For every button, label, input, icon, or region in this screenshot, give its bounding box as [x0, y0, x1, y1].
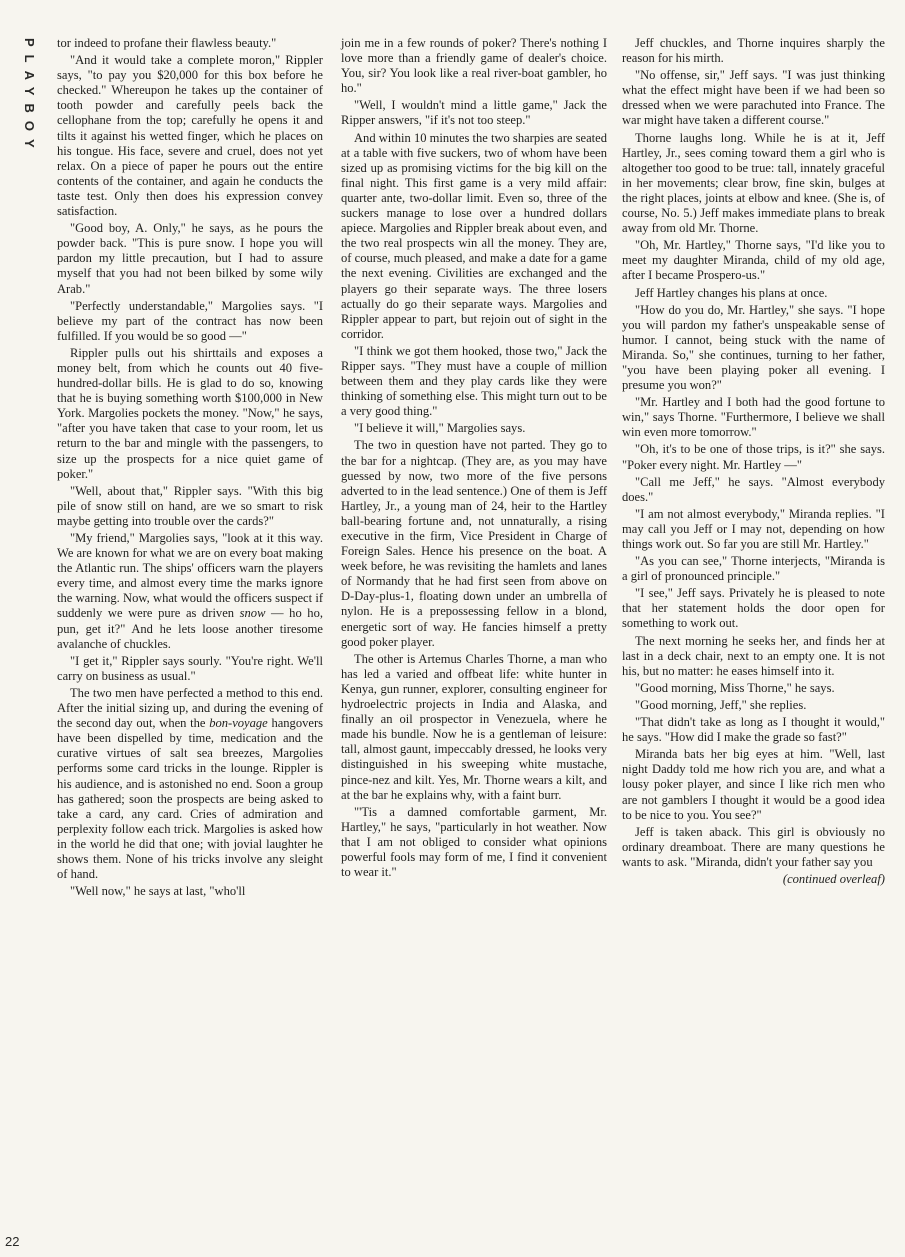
paragraph: "'Tis a damned comfortable garment, Mr. Hartley," he says, "particularly in hot weather. Now that I am not obliged to consider what opinions powerful fools may form of me, I find it convenient to wear it."	[341, 804, 607, 880]
paragraph: join me in a few rounds of poker? There's nothing I love more than a friendly game of dealer's choice. You, sir? You look like a real river-boat gambler, ho ho."	[341, 36, 607, 96]
page-number: 22	[5, 1234, 20, 1249]
paragraph: The two men have perfected a method to this end. After the initial sizing up, and during the evening of the second day out, when the bon-voyage hangovers have been dispelled by time, medication and the curative virtues of salt sea breezes, Margolies performs some card tricks in the lounge. Rippler is his audience, and is astonished no end. Soon a group has gathered; soon the prospects are being asked to take a card, any card. Cries of admiration and perplexity follow each trick. Margolies is asked how in the world he did that one; with jovial laughter he shows them. None of his tricks involve any sleight of hand.	[57, 685, 324, 882]
paragraph: tor indeed to profane their flawless beauty."	[57, 36, 277, 50]
paragraph: The next morning he seeks her, and finds her at last in a deck chair, next to an empty one. It is not his, but no matter: he eases himself into it.	[622, 633, 885, 678]
paragraph: "Well, I wouldn't mind a little game," Jack the Ripper answers, "if it's not too steep."	[341, 98, 607, 128]
paragraph: "I see," Jeff says. Privately he is pleased to note that her statement holds the door open for something to work out.	[622, 586, 885, 631]
paragraph: "Mr. Hartley and I both had the good fortune to win," says Thorne. "Furthermore, I believe we shall win even more tomorrow."	[622, 395, 885, 440]
paragraph: "That didn't take as long as I thought it would," he says. "How did I make the grade so fast?"	[622, 715, 885, 745]
paragraph: "Perfectly understandable," Margolies says. "I believe my part of the contract has now been fulfilled. If you would be so good —"	[57, 298, 323, 343]
paragraph: The two in question have not parted. They go to the bar for a nightcap. (They are, as you may have guessed by now, two more of the five persons adverted to in the lead sentence.) One of them is Jeff Hartley, Jr., a young man of 24, heir to the Hartley ball-bearing fortune and, not unnaturally, a rising executive in the firm, Vice President in Charge of Foreign Sales. Hence his presence on the boat. A week before, he was revisiting the hamlets and lanes of Normandy that he had first seen from above on D-Day-plus-1, floating down under an umbrella of nylon. He is a prepossessing fellow in a blond, energetic sort of way. He fancies himself a pretty good poker player.	[341, 438, 607, 649]
article-column-1	[57, 36, 323, 901]
paragraph: Miranda bats her big eyes at him. "Well, last night Daddy told me how rich you are, and what a lousy poker player, and since I like rich men who are not gamblers I thought it would be a good idea to be nice to you. You see?"	[622, 747, 885, 822]
paragraph: "Good morning, Miss Thorne," he says.	[635, 680, 835, 695]
article-column-2	[341, 36, 607, 882]
article-column-3	[622, 36, 885, 887]
paragraph: "How do you do, Mr. Hartley," she says. "I hope you will pardon my father's unspeakable sense of humor. I cannot, being stuck with the name of Miranda. So," she continues, turning to her father, "you have been playing poker all evening. I presume you won?"	[622, 302, 885, 393]
paragraph: "Oh, it's to be one of those trips, is it?" she says. "Poker every night. Mr. Hartley —"	[622, 442, 885, 472]
paragraph: "Good boy, A. Only," he says, as he pours the powder back. "This is pure snow. I hope you will pardon my little precaution, but I had to assure myself that you had not been bilked by some wily Arab."	[57, 221, 323, 296]
paragraph: "Good morning, Jeff," she replies.	[635, 697, 807, 712]
paragraph: "I believe it will," Margolies says.	[354, 421, 526, 436]
paragraph: "I get it," Rippler says sourly. "You're right. We'll carry on business as usual."	[57, 653, 323, 683]
paragraph: Jeff Hartley changes his plans at once.	[635, 285, 828, 300]
paragraph: "I am not almost everybody," Miranda replies. "I may call you Jeff or I may not, depending on how things work out. So far you are still Mr. Hartley."	[622, 506, 885, 551]
paragraph: "Oh, Mr. Hartley," Thorne says, "I'd like you to meet my daughter Miranda, child of my old age, after I became Prospero-us."	[622, 238, 885, 283]
paragraph: "Well, about that," Rippler says. "With this big pile of snow still on hand, are we so smart to risk maybe getting into trouble over the cards?"	[57, 483, 323, 528]
paragraph: "No offense, sir," Jeff says. "I was just thinking what the effect might have been if we had been so dressed when we were parachuted into France. The war might have taken a different course."	[622, 68, 885, 128]
paragraph: Thorne laughs long. While he is at it, Jeff Hartley, Jr., sees coming toward them a girl who is altogether too good to be true: tall, innately graceful in her movements; clear brow, fine skin, bulges at the right places, joints at elbow and knee. (She is, of course, No. 5.) Jeff makes immediate plans to break away from old Mr. Thorne.	[622, 130, 885, 236]
paragraph: "My friend," Margolies says, "look at it this way. We are known for what we are on every boat making the Atlantic run. The ships' officers warn the players every time, and almost every time the marks ignore the warning. Now, what would the officers suspect if suddenly we were pure as driven snow — ho ho, pun, get it?" And he lets loose another tiresome avalanche of chuckles.	[57, 531, 323, 651]
paragraph: "Call me Jeff," he says. "Almost everybody does."	[622, 474, 885, 504]
continued-overleaf-note: (continued overleaf)	[782, 871, 885, 886]
paragraph: Jeff is taken aback. This girl is obviously no ordinary dreamboat. There are many questions he wants to ask. "Miranda, didn't your father say you	[622, 824, 885, 869]
paragraph: The other is Artemus Charles Thorne, a man who has led a varied and offbeat life: white hunter in Kenya, gun runner, explorer, consulting engineer for hydroelectric projects in India and Alaska, and finally an oil prospector in Venezuela, where he made his bundle. Now he is a gentleman of leisure: tall, almost gaunt, impeccably dressed, he looks very distinguished in his sweeping white mustache, pince-nez and kilt. Yes, Mr. Thorne wears a kilt, and at the bar he explains why, with a faint burr.	[341, 651, 607, 802]
magazine-name-vertical: PLAYBOY	[22, 38, 37, 156]
paragraph: "As you can see," Thorne interjects, "Miranda is a girl of pronounced principle."	[622, 554, 885, 584]
paragraph: "Well now," he says at last, "who'll	[70, 884, 246, 899]
paragraph: "And it would take a complete moron," Rippler says, "to pay you $20,000 for this box before he checked." Whereupon he takes up the container of tooth powder and carefully peels back the cellophane from the top; carefully he opens it and tilts it against his wetted finger, which he places on his tongue. His face, severe and cruel, does not yet relax. On a piece of paper he pours out the entire contents of the container, and again he conducts the taste test. Only then does his expression convey satisfaction.	[57, 53, 323, 219]
paragraph: "I think we got them hooked, those two," Jack the Ripper says. "They must have a couple of million between them and they play cards like they were thinking of something else. This might turn out to be a very good thing."	[341, 343, 607, 419]
paragraph: Rippler pulls out his shirttails and exposes a money belt, from which he counts out 40 five-hundred-dollar bills. He is glad to do so, knowing that he is buying something worth $100,000 in New York. Margolies pockets the money. "Now," he says, "after you have taken that case to your room, let us return to the bar and mingle with the passengers, to size up the prospects for a nice quiet game of poker."	[57, 345, 323, 481]
paragraph: And within 10 minutes the two sharpies are seated at a table with five suckers, two of whom have been sized up as promising victims for the big kill on the final night. This first game is a very mild affair: quarter ante, two-dollar limit. Even so, three of the suckers manage to lose over a hundred dollars apiece. Margolies and Rippler break about even, and the two real prospects win all the money. They are, of course, much pleased, and make a date for a game the next evening. Civilities are exchanged and the players go their separate ways. The three losers actually do go their separate ways. Margolies and Rippler appear to part, but rejoin out of sight in the corridor.	[341, 130, 607, 341]
paragraph: Jeff chuckles, and Thorne inquires sharply the reason for his mirth.	[622, 36, 885, 66]
